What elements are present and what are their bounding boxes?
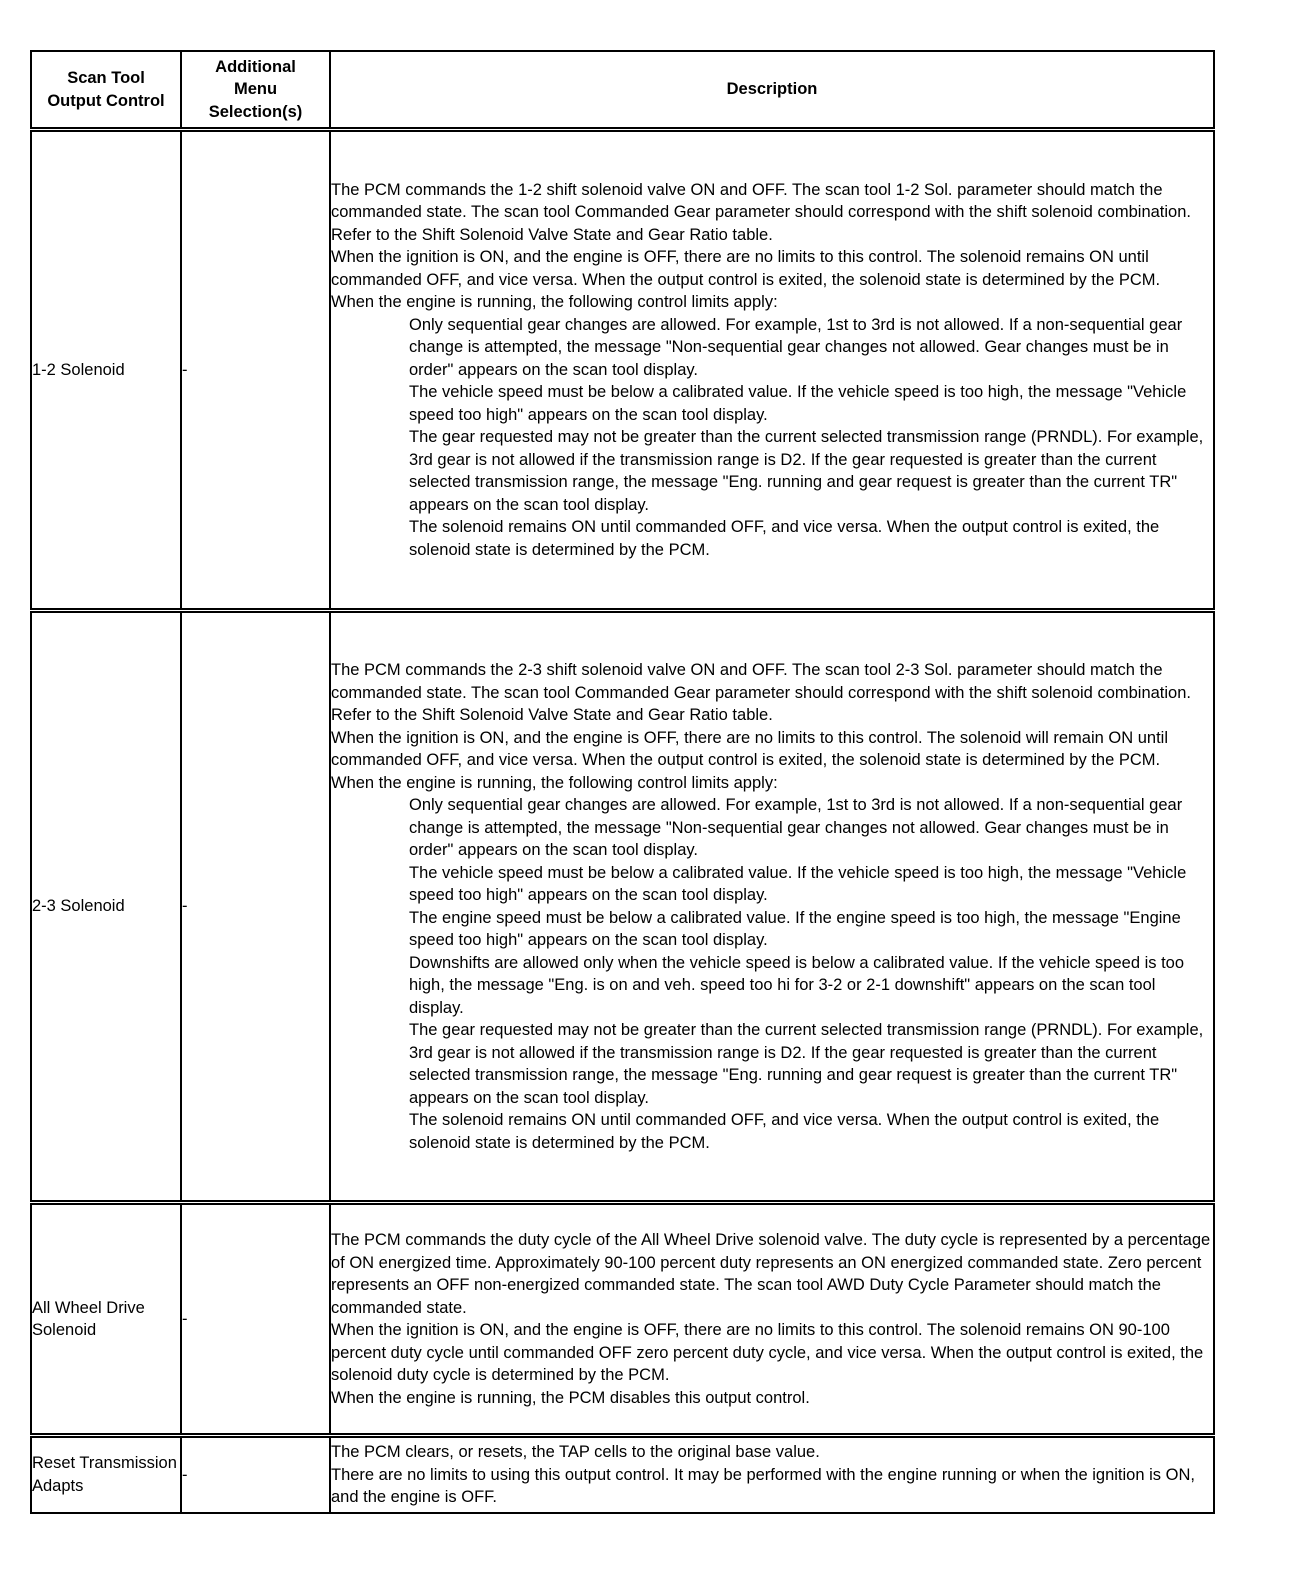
control-limit-item: The solenoid remains ON until commanded OFF, and vice versa. When the output control is exited, the solenoid state is determined by the PCM. — [409, 1111, 1160, 1152]
description-paragraph: When the engine is running, the following control limits apply: — [331, 293, 778, 312]
description-paragraph: When the engine is running, the PCM disables this output control. — [331, 1388, 810, 1407]
output-control-name: All Wheel Drive Solenoid — [31, 1203, 181, 1436]
description-paragraph: When the ignition is ON, and the engine is OFF, there are no limits to this control. The solenoid will remain ON until commanded OFF, and vice versa. When the output control is exited, the solenoid state is determined by the PCM. — [331, 728, 1169, 769]
output-control-name: 1-2 Solenoid — [31, 130, 181, 611]
description-paragraph: There are no limits to using this output control. It may be performed with the engine running or when the ignition is ON, and the engine is OFF. — [331, 1465, 1195, 1506]
table-row — [31, 130, 1214, 611]
control-limit-item: The vehicle speed must be below a calibrated value. If the vehicle speed is too high, the message "Vehicle speed too high" appears on the scan tool display. — [409, 383, 1187, 424]
header-row — [31, 51, 1214, 130]
description-paragraph: The PCM commands the 1-2 shift solenoid valve ON and OFF. The scan tool 1-2 Sol. parameter should match the commanded state. The scan tool Commanded Gear parameter should correspond with the shift solenoid combination. Refer to the Shift Solenoid Valve State and Gear Ratio table. — [331, 180, 1191, 244]
header-scan-tool-output-control: Scan Tool Output Control — [31, 51, 181, 130]
table-body — [31, 130, 1214, 1513]
table-row — [31, 1436, 1214, 1513]
menu-selection: - — [181, 130, 330, 611]
menu-selection: - — [181, 1436, 330, 1513]
description-paragraph: When the ignition is ON, and the engine is OFF, there are no limits to this control. The solenoid remains ON until commanded OFF, and vice versa. When the output control is exited, the solenoid state is determined by the PCM. — [331, 248, 1161, 289]
description-paragraph: The PCM commands the 2-3 shift solenoid valve ON and OFF. The scan tool 2-3 Sol. parameter should match the commanded state. The scan tool Commanded Gear parameter should correspond with the shift solenoid combination. Refer to the Shift Solenoid Valve State and Gear Ratio table. — [331, 661, 1191, 724]
control-limit-item: The gear requested may not be greater than the current selected transmission range (PRNDL). For example, 3rd gear is not allowed if the transmission range is D2. If the gear requested is greater than the current selected transmission range, the message "Eng. running and gear request is greater than the current TR" appears on the scan tool display. — [409, 1021, 1204, 1107]
menu-selection: - — [181, 1203, 330, 1436]
description-cell — [330, 611, 1214, 1203]
description-paragraph: When the ignition is ON, and the engine is OFF, there are no limits to this control. The solenoid remains ON 90-100 percent duty cycle until commanded OFF zero percent duty cycle, and vice versa. When the output control is exited, the solenoid duty cycle is determined by the PCM. — [331, 1321, 1204, 1384]
control-limit-item: The solenoid remains ON until commanded OFF, and vice versa. When the output control is exited, the solenoid state is determined by the PCM. — [409, 518, 1160, 559]
control-limit-item: The vehicle speed must be below a calibrated value. If the vehicle speed is too high, the message "Vehicle speed too high" appears on the scan tool display. — [409, 863, 1187, 904]
description-cell — [330, 1436, 1214, 1513]
control-limit-item: The engine speed must be below a calibrated value. If the engine speed is too high, the message "Engine speed too high" appears on the scan tool display. — [409, 908, 1181, 949]
output-control-name: Reset Transmission Adapts — [31, 1436, 181, 1513]
output-control-name: 2-3 Solenoid — [31, 611, 181, 1203]
header-description: Description — [330, 51, 1214, 130]
header-additional-menu-selections: Additional Menu Selection(s) — [181, 51, 330, 130]
table-row — [31, 611, 1214, 1203]
description-paragraph: The PCM commands the duty cycle of the All Wheel Drive solenoid valve. The duty cycle is represented by a percentage of ON energized time. Approximately 90-100 percent duty represents an ON energized commanded state. Zero percent represents an OFF non-energized commanded state. The scan tool AWD Duty Cycle Parameter should match the commanded state. — [331, 1231, 1211, 1317]
control-limit-item: Downshifts are allowed only when the vehicle speed is below a calibrated value. If the vehicle speed is too high, the message "Eng. is on and veh. speed too hi for 3-2 or 2-1 downshift" appears on the scan tool display. — [409, 953, 1185, 1017]
control-limit-item: Only sequential gear changes are allowed. For example, 1st to 3rd is not allowed. If a non-sequential gear change is attempted, the message "Non-sequential gear changes not allowed. Gear changes must be in order" appears on the scan tool display. — [409, 796, 1183, 859]
description-cell — [330, 1203, 1214, 1436]
control-limit-item: Only sequential gear changes are allowed. For example, 1st to 3rd is not allowed. If a non-sequential gear change is attempted, the message "Non-sequential gear changes not allowed. Gear changes must be in order" appears on the scan tool display. — [409, 315, 1183, 379]
menu-selection: - — [181, 611, 330, 1203]
description-paragraph: The PCM clears, or resets, the TAP cells to the original base value. — [331, 1443, 820, 1461]
control-limit-item: The gear requested may not be greater than the current selected transmission range (PRNDL). For example, 3rd gear is not allowed if the transmission range is D2. If the gear requested is greater than the current selected transmission range, the message "Eng. running and gear request is greater than the current TR" appears on the scan tool display. — [409, 428, 1204, 514]
output-control-table — [30, 50, 1215, 1514]
description-paragraph: When the engine is running, the following control limits apply: — [331, 773, 778, 792]
description-cell — [330, 130, 1214, 611]
table-row — [31, 1203, 1214, 1436]
